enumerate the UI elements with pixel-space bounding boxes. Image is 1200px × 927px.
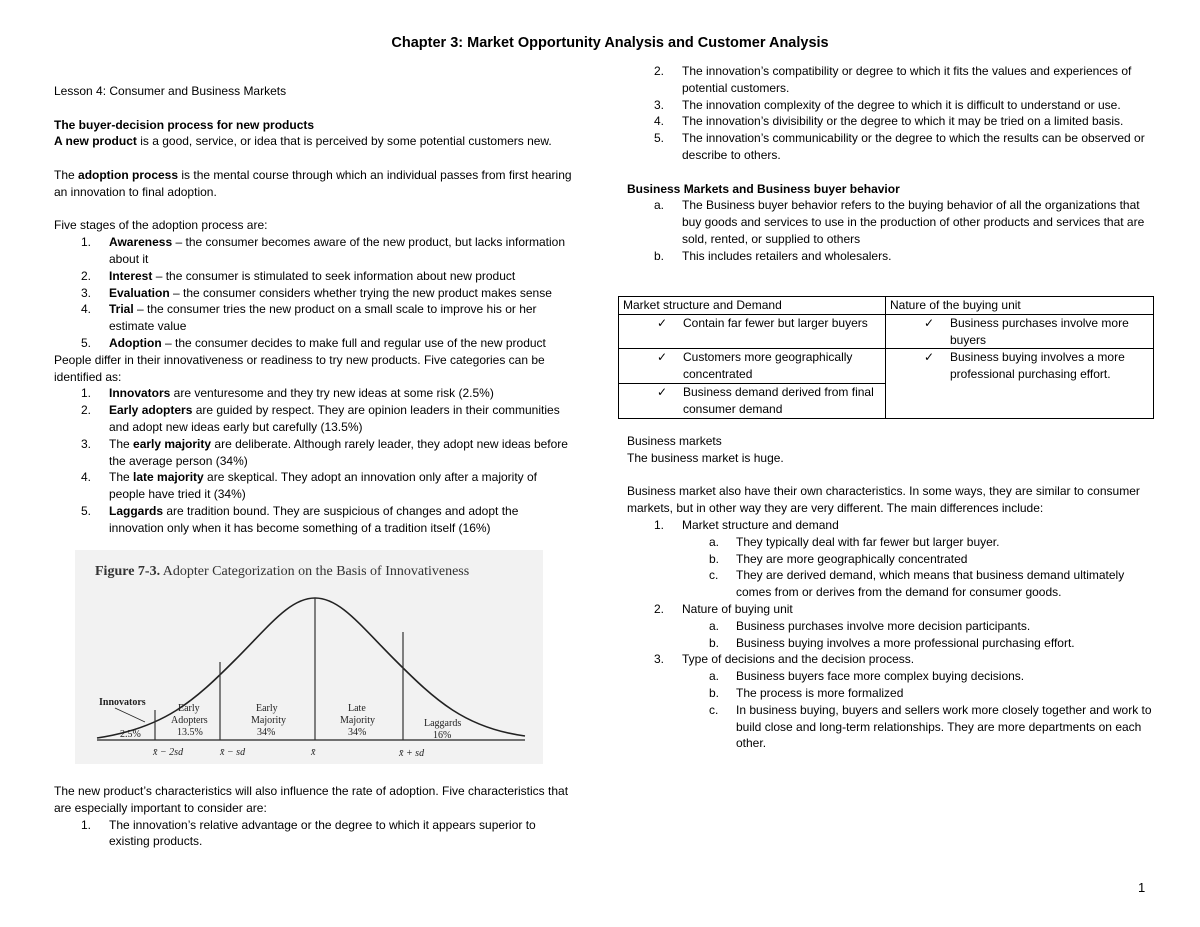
right-column: [627, 63, 1157, 265]
pct-late-majority: 34%: [348, 727, 367, 738]
characteristics-intro: The new product’s characteristics will also influence the rate of adoption. Five characteristics that are especially important to consider are:: [54, 784, 569, 815]
sub-list-item: a. They typically deal with far fewer but larger buyer.: [709, 534, 1000, 549]
list-item: 2. Nature of buying unit: [654, 601, 793, 616]
list-item: 3. The innovation complexity of the degree to which it is difficult to understand or use.: [654, 97, 1121, 112]
check-icon: ✓: [657, 350, 668, 365]
list-item: 3. The early majority are deliberate. Although rarely leader, they adopt new ideas before the average person (34%): [81, 436, 568, 468]
list-item: 4. The innovation’s divisibility or the degree to which it may be tried on a limited basis.: [654, 114, 1124, 129]
sub-list-item: b. The process is more formalized: [709, 685, 904, 700]
list-item: b. This includes retailers and wholesalers.: [654, 248, 892, 263]
business-markets-label: Business markets: [627, 434, 722, 448]
business-markets-section: [627, 433, 1157, 752]
label-late-majority-2: Majority: [340, 715, 375, 726]
check-icon: ✓: [924, 315, 935, 330]
label-laggards: Laggards: [424, 718, 462, 729]
check-icon: ✓: [924, 350, 935, 365]
sub-list-item: c. In business buying, buyers and sellers work more closely together and work to build close and long-term relationships. They are more departments on each other.: [709, 702, 1152, 751]
list-item: 1. The innovation’s relative advantage or the degree to which it appears superior to existing products.: [81, 817, 536, 849]
sub-list-item: a. Business purchases involve more decision participants.: [709, 618, 1031, 633]
business-behavior-list: [627, 197, 1157, 264]
left-column: [54, 83, 574, 537]
bell-curve: [97, 598, 525, 738]
figure-title: Figure 7-3. Adopter Categorization on the Basis of Innovativeness: [95, 564, 470, 579]
adopter-figure: [75, 550, 543, 764]
list-item: 5. Adoption – the consumer decides to make full and regular use of the new product: [81, 335, 546, 350]
sub-list-item: a. Business buyers face more complex buying decisions.: [709, 669, 1025, 684]
tick-minus-sd: x̄ − sd: [220, 747, 246, 758]
list-item: 2. Interest – the consumer is stimulated to seek information about new product: [81, 268, 516, 283]
bell-curve-graphic: [75, 550, 543, 764]
table-cell: ✓ Business demand derived from final consumer demand: [619, 383, 886, 418]
label-late-majority-1: Late: [348, 703, 366, 714]
characteristics-section: [54, 783, 574, 850]
table-cell: ✓ Contain far fewer but larger buyers: [619, 314, 886, 349]
list-item: 5. The innovation’s communicability or the degree to which the results can be observed or describe to others.: [654, 131, 1145, 162]
list-item: a. The Business buyer behavior refers to the buying behavior of all the organizations that buy goods and services to use in the production of other products and services that are sold, rented, or supplied to others: [654, 198, 1145, 246]
list-item: 2. Early adopters are guided by respect. They are opinion leaders in their communities and adopt new ideas early but carefully (13.5%): [81, 403, 560, 434]
table-cell: ✓ Customers more geographically concentrated: [619, 349, 886, 384]
five-stages-intro: Five stages of the adoption process are:: [54, 218, 268, 233]
people-differ-paragraph: People differ in their innovativeness or readiness to try new products. Five categories can be identified as:: [54, 352, 545, 384]
business-markets-heading: Business Markets and Business buyer behavior: [627, 181, 900, 196]
table-header-cell: Nature of the buying unit: [886, 297, 1154, 315]
pct-innovators: 2.5%: [120, 729, 141, 740]
business-market-characteristics: Business market also have their own characteristics. In some ways, they are similar to consumer markets, but in other way they are very different. The main differences include:: [627, 484, 1140, 516]
list-item: 3. Evaluation – the consumer considers whether trying the new product makes sense: [81, 285, 552, 300]
list-item: 2. The innovation’s compatibility or degree to which it fits the values and experiences of potential customers.: [654, 64, 1132, 95]
list-item: 1. Innovators are venturesome and they try new ideas at some risk (2.5%): [81, 386, 494, 401]
check-icon: ✓: [657, 315, 668, 330]
label-early-adopters-2: Adopters: [171, 715, 208, 726]
label-early-majority-1: Early: [256, 703, 278, 714]
sub-list-item: b. Business buying involves a more professional purchasing effort.: [709, 635, 1075, 650]
label-early-majority-2: Majority: [251, 715, 286, 726]
adoption-definition: The adoption process is the mental course through which an individual passes from first hearing an innovation to final adoption.: [54, 167, 572, 199]
tick-minus-2sd: x̄ − 2sd: [153, 747, 184, 758]
market-table: [618, 296, 1154, 419]
characteristics-list: [54, 817, 574, 851]
stages-list: [54, 234, 574, 352]
buyer-process-heading: The buyer-decision process for new products: [54, 117, 315, 132]
label-early-adopters-1: Early: [178, 703, 200, 714]
table-row: [619, 349, 1154, 384]
table-cell: ✓ Business buying involves a more professional purchasing effort.: [886, 349, 1154, 418]
pct-early-majority: 34%: [257, 727, 276, 738]
tick-plus-sd: x̄ + sd: [399, 748, 425, 759]
new-product-definition: A new product is a good, service, or idea that is perceived by some potential customers new.: [54, 134, 552, 149]
list-item: 4. The late majority are skeptical. They adopt an innovation only after a majority of people have tried it (34%): [81, 470, 538, 502]
differences-list: [627, 517, 1157, 752]
list-item: 1. Awareness – the consumer becomes aware of the new product, but lacks information about it: [81, 235, 566, 266]
pct-early-adopters: 13.5%: [177, 727, 203, 738]
lesson-title: Lesson 4: Consumer and Business Markets: [54, 84, 287, 98]
business-market-huge: The business market is huge.: [627, 450, 784, 465]
list-item: 3. Type of decisions and the decision process.: [654, 652, 915, 667]
page-title: Chapter 3: Market Opportunity Analysis and Customer Analysis: [391, 35, 829, 51]
page-number: 1: [1138, 880, 1146, 895]
sub-list-item: b. They are more geographically concentrated: [709, 551, 968, 566]
table-header-cell: Market structure and Demand: [619, 297, 886, 315]
table-row: [619, 314, 1154, 349]
sub-list-item: c. They are derived demand, which means that business demand ultimately comes from or derives from the demand for consumer goods.: [709, 568, 1125, 600]
label-innovators: Innovators: [99, 697, 146, 708]
table-header-row: [619, 297, 1154, 315]
pct-laggards: 16%: [433, 730, 452, 741]
check-icon: ✓: [657, 384, 668, 399]
list-item: 4. Trial – the consumer tries the new product on a small scale to improve his or her estimate value: [81, 302, 537, 334]
list-item: 1. Market structure and demand: [654, 517, 839, 532]
list-item: 5. Laggards are tradition bound. They are suspicious of changes and adopt the innovation only when it has become something of a tradition itself (16%): [81, 503, 519, 535]
tick-mean: x̄: [311, 747, 316, 758]
table-cell: ✓ Business purchases involve more buyers: [886, 314, 1154, 349]
characteristics-list-continued: [627, 63, 1157, 164]
categories-list: [54, 385, 574, 536]
